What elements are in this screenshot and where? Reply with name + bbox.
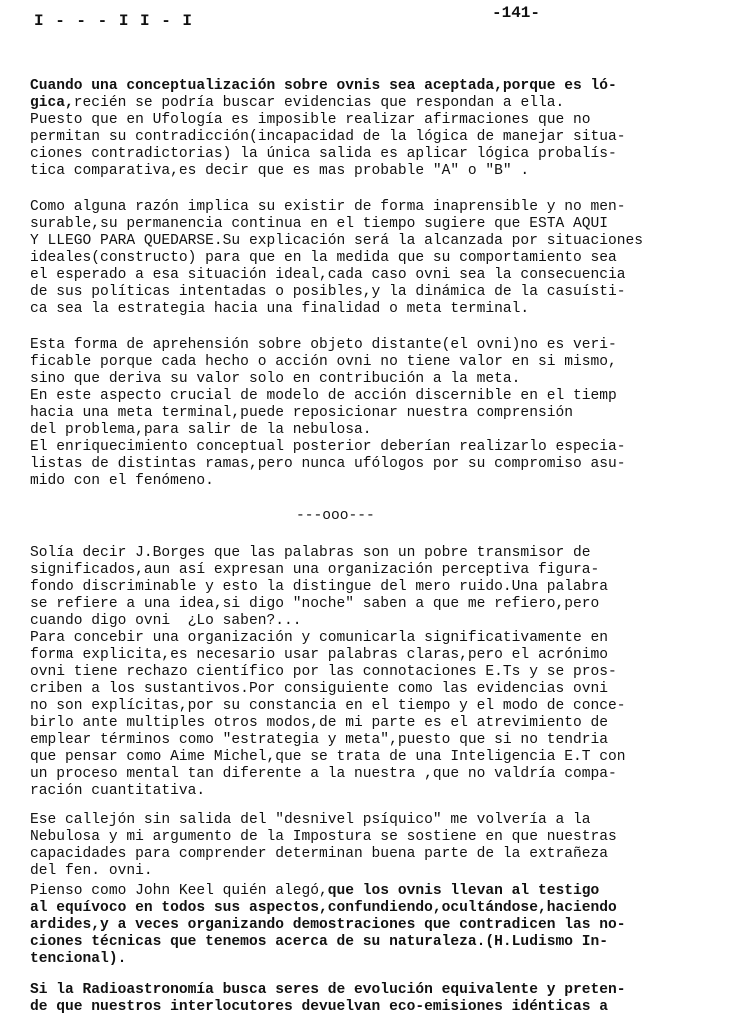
text-line: permitan su contradicción(incapacidad de la lógica de manejar situa-	[30, 129, 626, 145]
text-line: ficable porque cada hecho o acción ovni no tiene valor en si mismo,	[30, 354, 617, 370]
text-line: ciones técnicas que tenemos acerca de su naturaleza.(H.Ludismo In-	[30, 934, 609, 950]
text-line: no son explícitas,por su constancia en el tiempo y el modo de conce-	[30, 698, 626, 714]
text-line: Como alguna razón implica su existir de forma inaprensible y no men-	[30, 199, 626, 215]
text-line: birlo ante multiples otros modos,de mi parte es el atrevimiento de	[30, 715, 609, 731]
page-number: -141-	[492, 4, 541, 22]
text-line: se refiere a una idea,si digo "noche" saben a que me refiero,pero	[30, 596, 600, 612]
text-line: forma explicita,es necesario usar palabras claras,pero el acrónimo	[30, 647, 609, 663]
text-fragment-bold: gica,	[30, 95, 74, 111]
text-line: criben a los sustantivos.Por consiguiente como las evidencias ovni	[30, 681, 609, 697]
text-line: Nebulosa y mi argumento de la Impostura se sostiene en que nuestras	[30, 829, 617, 845]
text-line: ciones contradictorias) la única salida es aplicar lógica probalís-	[30, 146, 617, 162]
text-fragment: Pienso como John Keel quién alegó,	[30, 883, 328, 899]
paragraph-borges	[30, 545, 720, 800]
text-line: fondo discriminable y esto la distingue del mero ruido.Una palabra	[30, 579, 609, 595]
text-line: el esperado a esa situación ideal,cada caso ovni sea la consecuencia	[30, 267, 626, 283]
paragraph-radioastronomy	[30, 982, 720, 1016]
text-line: Cuando una conceptualización sobre ovnis sea aceptada,porque es ló-	[30, 78, 617, 94]
text-line: surable,su permanencia continua en el tiempo sugiere que ESTA AQUI	[30, 216, 609, 232]
text-line: tencional).	[30, 951, 127, 967]
text-line: Solía decir J.Borges que las palabras son un pobre transmisor de	[30, 545, 591, 561]
text-line: Para concebir una organización y comunicarla significativamente en	[30, 630, 609, 646]
text-line: del fen. ovni.	[30, 863, 153, 879]
text-line: Si la Radioastronomía busca seres de evolución equivalente y preten-	[30, 982, 626, 998]
text-line: Ese callejón sin salida del "desnivel psíquico" me volvería a la	[30, 812, 591, 828]
text-fragment-bold: que los ovnis llevan al testigo	[327, 883, 600, 899]
text-line: Y LLEGO PARA QUEDARSE.Su explicación será la alcanzada por situaciones	[30, 233, 644, 249]
text-line: tica comparativa,es decir que es mas probable "A" o "B" .	[30, 163, 530, 179]
text-line: ovni tiene rechazo científico por las connotaciones E.Ts y se pros-	[30, 664, 617, 680]
text-line: listas de distintas ramas,pero nunca ufólogos por su compromiso asu-	[30, 456, 626, 472]
text-line: un proceso mental tan diferente a la nuestra ,que no valdría compa-	[30, 766, 617, 782]
text-fragment: recién se podría buscar evidencias que respondan a ella.	[73, 95, 565, 111]
paragraph-apprehension	[30, 337, 720, 490]
text-line: ideales(constructo) para que en la medida que su comportamiento sea	[30, 250, 617, 266]
text-line: capacidades para comprender determinan buena parte de la extrañeza	[30, 846, 609, 862]
section-separator: ---ooo---	[296, 508, 375, 524]
text-line: Puesto que en Ufología es imposible realizar afirmaciones que no	[30, 112, 591, 128]
text-line: El enriquecimiento conceptual posterior deberían realizarlo especia-	[30, 439, 626, 455]
text-line	[30, 95, 720, 112]
text-line: del problema,para salir de la nebulosa.	[30, 422, 372, 438]
text-line: ración cuantitativa.	[30, 783, 206, 799]
text-line: hacia una meta terminal,puede reposicionar nuestra comprensión	[30, 405, 573, 421]
text-line	[30, 883, 720, 900]
paragraph-permanence	[30, 199, 720, 318]
text-line: de que nuestros interlocutores devuelvan eco-emisiones idénticas a	[30, 999, 609, 1015]
paragraph-keel	[30, 883, 720, 968]
text-line: ardides,y a veces organizando demostraciones que contradicen las no-	[30, 917, 626, 933]
text-line: En este aspecto crucial de modelo de acción discernible en el tiemp	[30, 388, 617, 404]
text-line: cuando digo ovni ¿Lo saben?...	[30, 613, 302, 629]
text-line: emplear términos como "estrategia y meta",puesto que si no tendria	[30, 732, 609, 748]
paragraph-logic	[30, 78, 720, 180]
text-line: mido con el fenómeno.	[30, 473, 214, 489]
text-line: de sus políticas intentadas o posibles,y la dinámica de la casuísti-	[30, 284, 626, 300]
text-line: que pensar como Aime Michel,que se trata de una Inteligencia E.T con	[30, 749, 626, 765]
text-line: ca sea la estrategia hacia una finalidad o meta terminal.	[30, 301, 530, 317]
text-line: sino que deriva su valor solo en contribución a la meta.	[30, 371, 521, 387]
paragraph-callejon	[30, 812, 720, 880]
text-line: significados,aun así expresan una organización perceptiva figura-	[30, 562, 600, 578]
header-code: I - - - I I - I	[34, 12, 194, 30]
text-line: al equívoco en todos sus aspectos,confundiendo,ocultándose,haciendo	[30, 900, 617, 916]
text-line: Esta forma de aprehensión sobre objeto distante(el ovni)no es veri-	[30, 337, 617, 353]
